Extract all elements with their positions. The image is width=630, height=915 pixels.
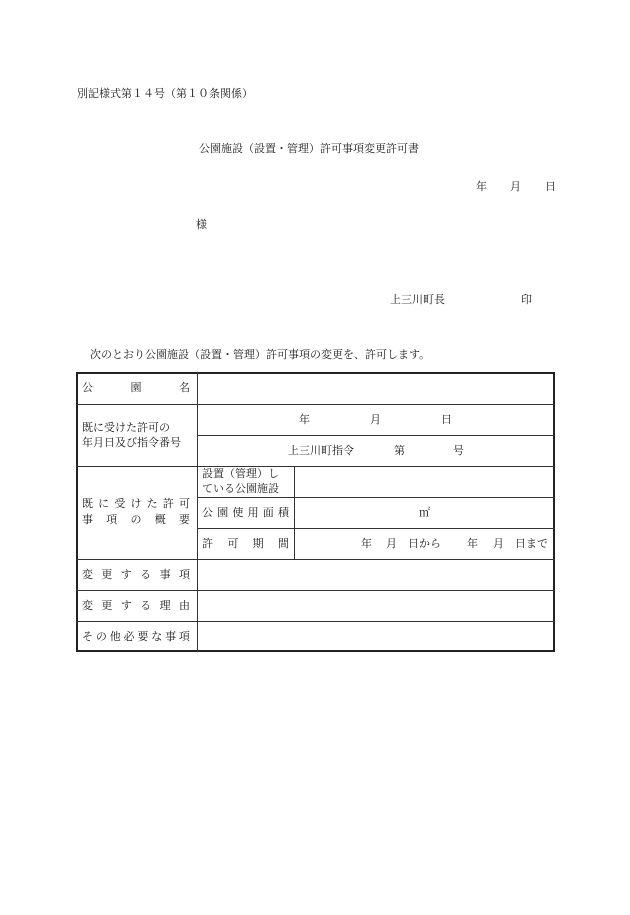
other-items-field[interactable]: [199, 622, 553, 650]
area-unit: ㎡: [419, 506, 430, 519]
facility-field[interactable]: [296, 467, 553, 497]
other-items-label: そ の 他 必 要 な 事 項: [82, 630, 190, 643]
prior-permit-month: 月: [370, 413, 381, 426]
rule: [294, 466, 295, 559]
date-month: 月: [510, 180, 521, 193]
rule: [76, 404, 555, 405]
period-label: 許 可 期 間: [202, 537, 289, 550]
rule: [197, 497, 555, 498]
park-name-field[interactable]: [199, 374, 553, 404]
period-end-year: 年: [467, 537, 478, 550]
document-title: 公園施設（設置・管理）許可事項変更許可書: [199, 142, 419, 155]
area-label: 公 園 使 用 面 積: [202, 506, 289, 519]
prior-permit-label-line1: 既に受けた許可の: [82, 421, 170, 434]
addressee-suffix: 様: [196, 218, 207, 231]
period-end-day: 日まで: [515, 537, 548, 550]
intro-text: 次のとおり公園施設（設置・管理）許可事項の変更を、許可します。: [90, 348, 431, 361]
rule: [197, 435, 555, 436]
park-name-label: 公 園 名: [82, 381, 190, 394]
seal-mark: 印: [521, 293, 532, 306]
facility-label-line1: 設置（管理）し: [202, 467, 279, 480]
prior-permit-order-go: 号: [453, 444, 464, 457]
prior-permit-order-prefix: 上三川町指令: [288, 444, 354, 457]
period-start-day: 日から: [408, 537, 441, 550]
change-reason-field[interactable]: [199, 591, 553, 620]
prior-permit-order-dai: 第: [394, 444, 405, 457]
rule: [197, 372, 198, 652]
prior-permit-day: 日: [441, 413, 452, 426]
change-items-field[interactable]: [199, 560, 553, 589]
form-number: 別記様式第１４号（第１０条関係）: [77, 87, 253, 100]
date-day: 日: [545, 180, 556, 193]
period-start-year: 年: [361, 537, 372, 550]
period-end-month: 月: [493, 537, 504, 550]
change-reason-label: 変 更 す る 理 由: [82, 599, 190, 612]
summary-label-line2: 事 項 の 概 要: [82, 513, 190, 526]
rule: [197, 528, 555, 529]
prior-permit-year: 年: [299, 413, 310, 426]
period-start-month: 月: [386, 537, 397, 550]
date-year: 年: [476, 180, 487, 193]
summary-label-line1: 既 に 受 け た 許 可: [82, 497, 190, 510]
facility-label-line2: ている公園施設: [202, 482, 279, 495]
issuer-name: 上三川町長: [390, 293, 445, 306]
prior-permit-label-line2: 年月日及び指令番号: [82, 436, 181, 449]
change-items-label: 変 更 す る 事 項: [82, 568, 190, 581]
